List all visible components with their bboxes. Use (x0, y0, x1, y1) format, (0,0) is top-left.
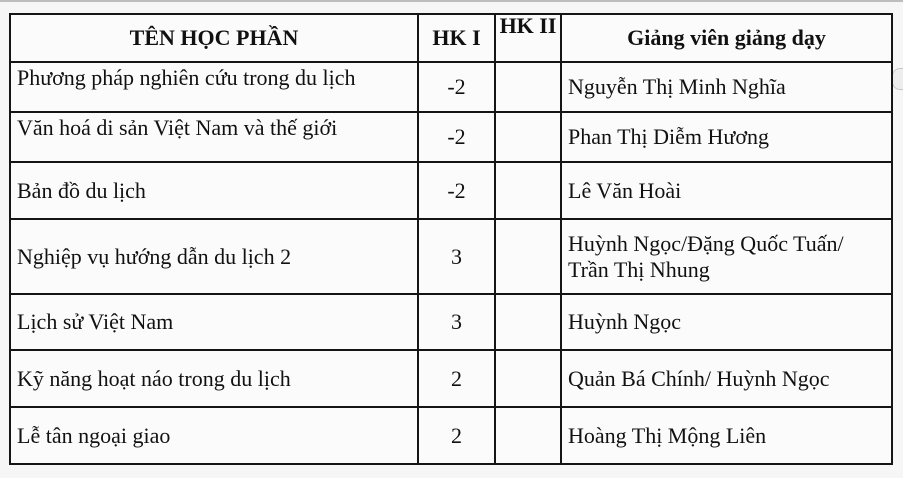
course-schedule-table (9, 13, 893, 465)
term2-cell (495, 407, 561, 464)
table-row (10, 294, 892, 350)
table-row (10, 350, 892, 407)
term2-cell (495, 294, 561, 350)
course-cell: Lịch sử Việt Nam (10, 294, 418, 350)
table-header-row (10, 14, 892, 62)
course-cell: Nghiệp vụ hướng dẫn du lịch 2 (10, 219, 418, 294)
term1-cell: 3 (418, 219, 495, 294)
table-row (10, 62, 892, 112)
lecturer-cell: Hoàng Thị Mộng Liên (561, 407, 892, 464)
table-row (10, 219, 892, 294)
course-cell: Lễ tân ngoại giao (10, 407, 418, 464)
term1-cell: 3 (418, 294, 495, 350)
term2-header: HK II (495, 14, 561, 62)
lecturer-cell: Lê Văn Hoài (561, 162, 892, 219)
term1-cell: 2 (418, 407, 495, 464)
course-cell: Phương pháp nghiên cứu trong du lịch (10, 62, 418, 112)
term2-cell (495, 112, 561, 162)
lecturer-cell: Huỳnh Ngọc (561, 294, 892, 350)
course-cell: Văn hoá di sản Việt Nam và thế giới (10, 112, 418, 162)
term2-cell (495, 162, 561, 219)
lecturer-cell: Nguyễn Thị Minh Nghĩa (561, 62, 892, 112)
term2-cell (495, 219, 561, 294)
lecturer-cell: Phan Thị Diễm Hương (561, 112, 892, 162)
term1-cell: -2 (418, 112, 495, 162)
page-edge-tab (892, 68, 903, 90)
term1-cell: -2 (418, 62, 495, 112)
term1-cell: 2 (418, 350, 495, 407)
term2-cell (495, 62, 561, 112)
top-edge-line (0, 0, 903, 2)
lecturer-cell: Quản Bá Chính/ Huỳnh Ngọc (561, 350, 892, 407)
lecturer-header: Giảng viên giảng dạy (561, 14, 892, 62)
table-row (10, 407, 892, 464)
course-cell: Kỹ năng hoạt náo trong du lịch (10, 350, 418, 407)
table-row (10, 112, 892, 162)
course-header: TÊN HỌC PHẦN (10, 14, 418, 62)
course-cell: Bản đồ du lịch (10, 162, 418, 219)
term2-cell (495, 350, 561, 407)
table-row (10, 162, 892, 219)
term1-cell: -2 (418, 162, 495, 219)
lecturer-cell: Huỳnh Ngọc/Đặng Quốc Tuấn/ Trần Thị Nhung (561, 219, 892, 294)
term1-header: HK I (418, 14, 495, 62)
